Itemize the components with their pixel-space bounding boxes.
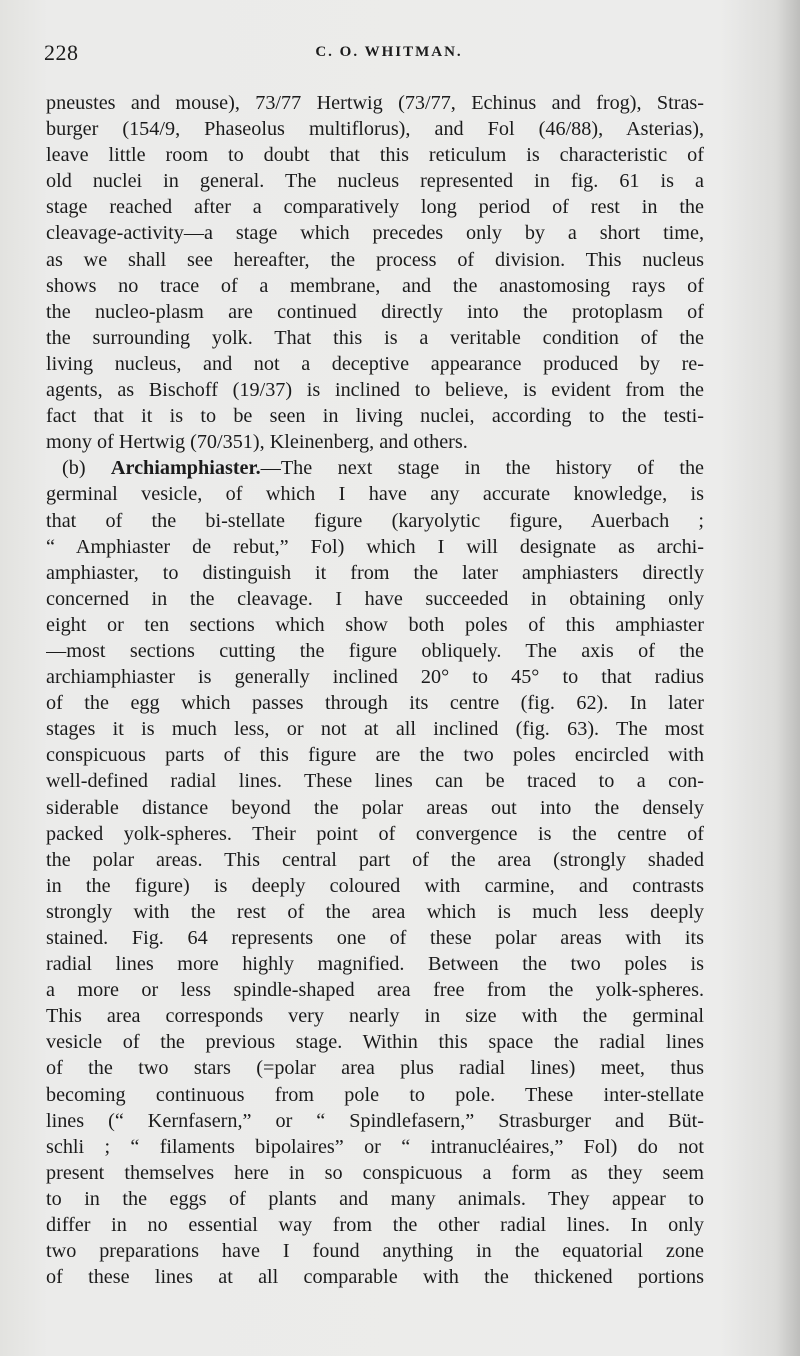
text-line: germinal vesicle, of which I have any accurate knowledge, is	[46, 483, 704, 506]
text-line: stage reached after a comparatively long period of rest in the	[46, 196, 704, 219]
text-line: the surrounding yolk. That this is a veritable condition of the	[46, 326, 704, 349]
text-line: “ Amphiaster de rebut,” Fol) which I will designate as archi-	[46, 535, 704, 558]
text-line: concerned in the cleavage. I have succeeded in obtaining only	[46, 587, 704, 610]
text-line: burger (154/9, Phaseolus multiflorus), and Fol (46/88), Asterias),	[46, 118, 704, 141]
text-line: shows no trace of a membrane, and the anastomosing rays of	[46, 274, 704, 297]
text-line: two preparations have I found anything in the equatorial zone	[46, 1240, 704, 1263]
text-line: becoming continuous from pole to pole. These inter-stellate	[46, 1083, 704, 1106]
text-line: of the egg which passes through its centre (fig. 62). In later	[46, 692, 704, 715]
running-head: C. O. WHITMAN.	[315, 44, 463, 60]
page-header	[44, 38, 704, 68]
text-line: packed yolk-spheres. Their point of convergence is the centre of	[46, 822, 704, 845]
text-line: radial lines more highly magnified. Between the two poles is	[46, 953, 704, 976]
text-line: —most sections cutting the figure obliquely. The axis of the	[46, 639, 704, 662]
text-line: amphiaster, to distinguish it from the later amphiasters directly	[46, 561, 704, 584]
text-line: eight or ten sections which show both poles of this amphiaster	[46, 613, 704, 636]
text-line: well-defined radial lines. These lines can be traced to a con-	[46, 770, 704, 793]
text-line: in the figure) is deeply coloured with carmine, and contrasts	[46, 874, 704, 897]
text-line: stages it is much less, or not at all inclined (fig. 63). The most	[46, 718, 704, 741]
text-line: conspicuous parts of this figure are the two poles encircled with	[46, 744, 704, 767]
text-line: vesicle of the previous stage. Within this space the radial lines	[46, 1031, 704, 1054]
text-line: agents, as Bischoff (19/37) is inclined to believe, is evident from the	[46, 379, 704, 402]
text-line: old nuclei in general. The nucleus represented in fig. 61 is a	[46, 170, 704, 193]
text-line: This area corresponds very nearly in size with the germinal	[46, 1005, 704, 1028]
text-line: stained. Fig. 64 represents one of these polar areas with its	[46, 927, 704, 949]
text-line: living nucleus, and not a deceptive appearance produced by re-	[46, 352, 704, 375]
text-line: the nucleo-plasm are continued directly into the protoplasm of	[46, 300, 704, 323]
text-line: a more or less spindle-shaped area free from the yolk-spheres.	[46, 979, 704, 1002]
text-line: differ in no essential way from the other radial lines. In only	[46, 1214, 704, 1237]
text-line: strongly with the rest of the area which is much less deeply	[46, 900, 704, 923]
text-line: (b) Archiamphiaster.—The next stage in the history of the	[62, 457, 704, 480]
text-line: as we shall see hereafter, the process of division. This nucleus	[46, 248, 704, 271]
text-line: pneustes and mouse), 73/77 Hertwig (73/77, Echinus and frog), Stras-	[46, 92, 704, 114]
text-line: archiamphiaster is generally inclined 20° to 45° to that radius	[46, 666, 704, 689]
text-line: present themselves here in so conspicuous a form as they seem	[46, 1161, 704, 1184]
text-line: the polar areas. This central part of the area (strongly shaded	[46, 848, 704, 871]
text-line: of these lines at all comparable with the thickened portions	[46, 1266, 704, 1289]
text-line: leave little room to doubt that this reticulum is characteristic of	[46, 144, 704, 167]
text-line: mony of Hertwig (70/351), Kleinenberg, and others.	[46, 431, 468, 454]
text-line: cleavage-activity—a stage which precedes only by a short time,	[46, 222, 704, 245]
body-text	[46, 90, 704, 1290]
section-heading: Archiamphiaster.	[110, 457, 261, 480]
text-line: of the two stars (=polar area plus radial lines) meet, thus	[46, 1057, 704, 1080]
text-line: to in the eggs of plants and many animals. They appear to	[46, 1187, 704, 1210]
text-line: siderable distance beyond the polar areas out into the densely	[46, 796, 704, 819]
text-line: lines (“ Kernfasern,” or “ Spindlefasern,” Strasburger and Büt-	[46, 1109, 704, 1132]
text-line: schli ; “ filaments bipolaires” or “ intranucléaires,” Fol) do not	[46, 1135, 704, 1158]
page-number: 228	[44, 40, 79, 65]
text-line: that of the bi-stellate figure (karyolytic figure, Auerbach ;	[46, 509, 704, 532]
text-line: fact that it is to be seen in living nuclei, according to the testi-	[46, 405, 704, 428]
